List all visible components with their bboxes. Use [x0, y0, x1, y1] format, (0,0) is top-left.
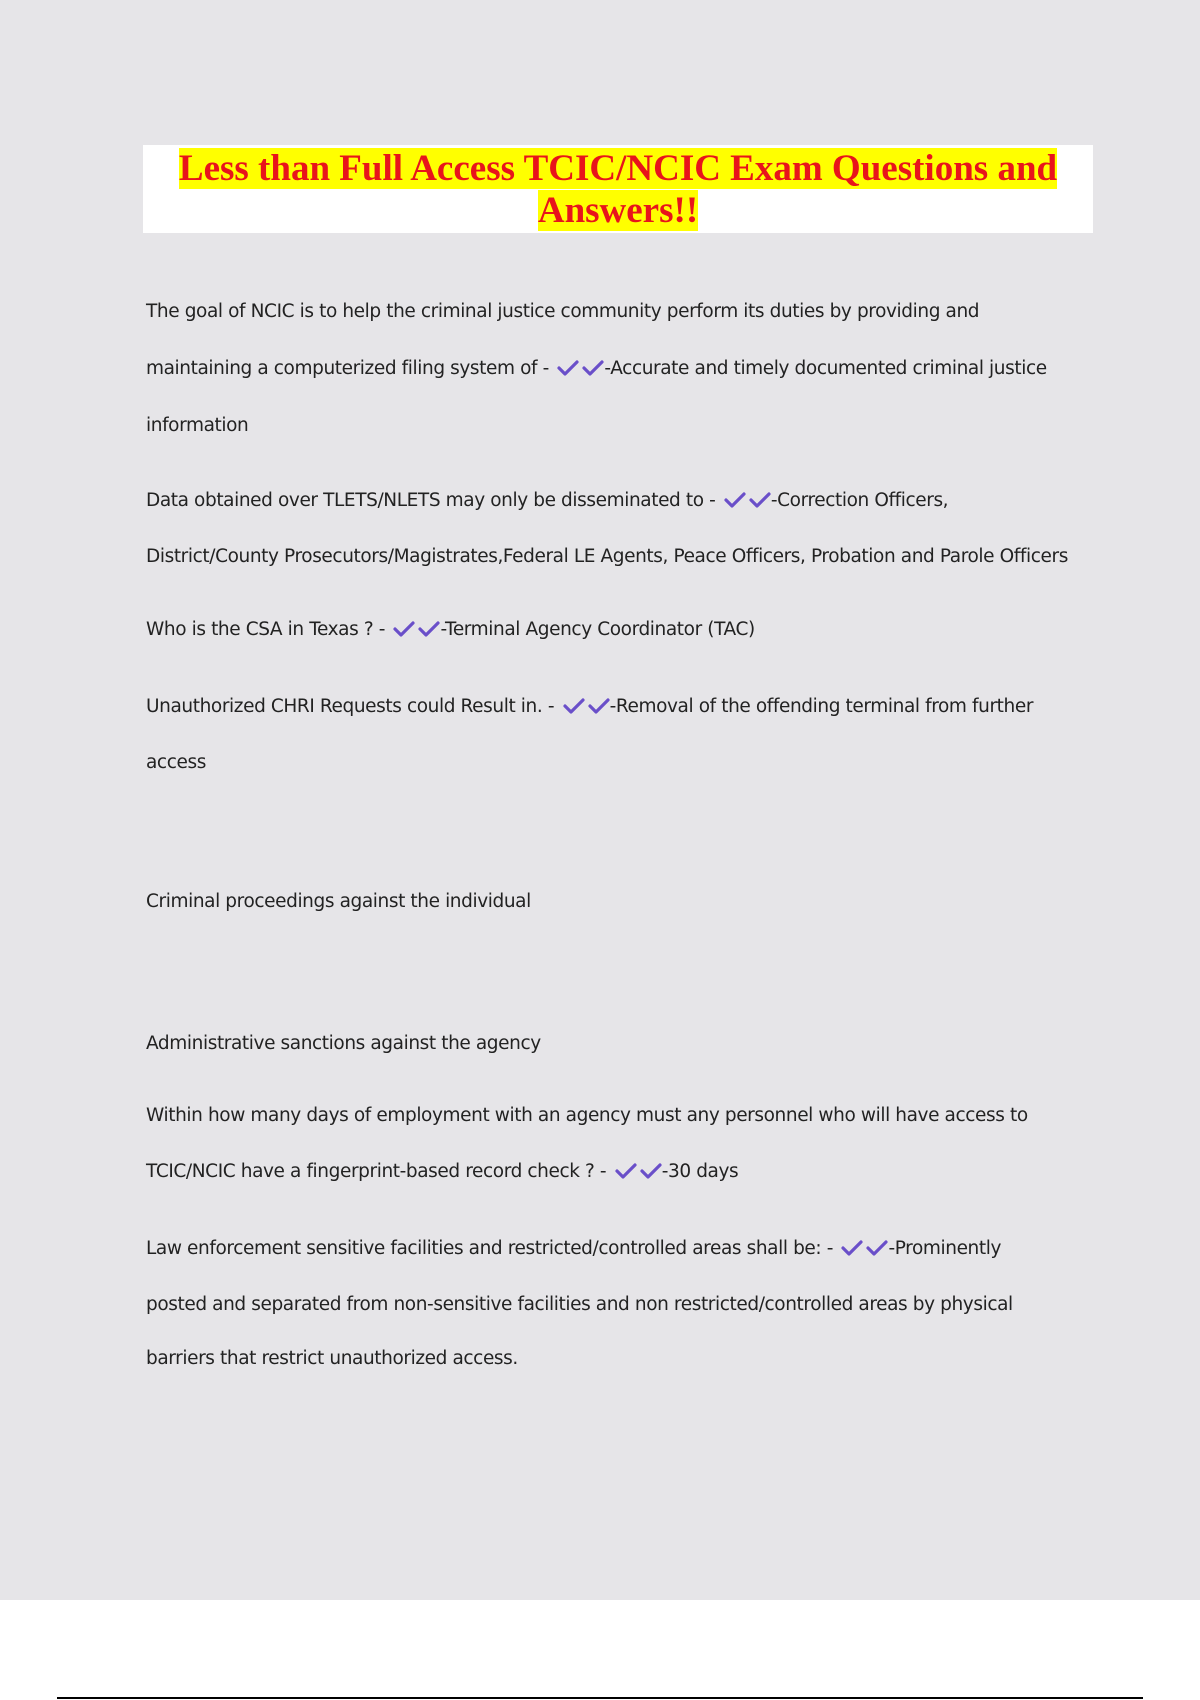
qa-item [146, 891, 1106, 912]
qa-item [146, 752, 1106, 773]
check-icon [393, 621, 415, 637]
check-icon [866, 1240, 888, 1256]
qa-answer: access [146, 752, 206, 773]
qa-question: Within how many days of employment with an agency must any personnel who will have access to [146, 1105, 1028, 1126]
qa-item [146, 1033, 1106, 1054]
check-icon [841, 1240, 863, 1256]
qa-item [146, 546, 1106, 567]
qa-question: Unauthorized CHRI Requests could Result in. - [146, 696, 560, 717]
qa-item [146, 358, 1106, 379]
title-line-1: Less than Full Access TCIC/NCIC Exam Questions and [178, 148, 1058, 189]
document-title [143, 145, 1093, 232]
qa-answer: -Accurate and timely documented criminal justice [604, 358, 1047, 379]
qa-answer: -Correction Officers, [770, 490, 949, 511]
qa-question: TCIC/NCIC have a fingerprint-based record check ? - [146, 1161, 612, 1182]
qa-answer: Criminal proceedings against the individual [146, 891, 531, 912]
qa-answer: -30 days [661, 1161, 739, 1182]
check-icon [615, 1163, 637, 1179]
check-icon [588, 698, 610, 714]
qa-answer: Administrative sanctions against the agency [146, 1033, 541, 1054]
qa-question: Law enforcement sensitive facilities and restricted/controlled areas shall be: - [146, 1238, 839, 1259]
qa-question: Data obtained over TLETS/NLETS may only be disseminated to - [146, 490, 721, 511]
check-icon [640, 1163, 662, 1179]
check-icon [749, 492, 771, 508]
qa-answer: barriers that restrict unauthorized access. [146, 1348, 518, 1369]
check-icon [563, 698, 585, 714]
qa-answer: -Removal of the offending terminal from further [609, 696, 1034, 717]
qa-item [146, 301, 1106, 322]
qa-answer: -Terminal Agency Coordinator (TAC) [440, 619, 755, 640]
qa-item [146, 696, 1106, 717]
qa-item [146, 1105, 1106, 1126]
qa-answer: information [146, 415, 249, 436]
title-line-2: Answers!! [537, 190, 699, 231]
check-icon [418, 621, 440, 637]
footer-rule [57, 1697, 1143, 1699]
qa-item [146, 1294, 1106, 1315]
qa-answer: posted and separated from non-sensitive facilities and non restricted/controlled areas by physical [146, 1294, 1013, 1315]
qa-item [146, 490, 1106, 511]
qa-text-line: The goal of NCIC is to help the criminal justice community perform its duties by providing and [146, 301, 980, 322]
qa-answer: District/County Prosecutors/Magistrates,Federal LE Agents, Peace Officers, Probation and Parole Officers [146, 546, 1068, 567]
qa-text-line: maintaining a computerized filing system of - [146, 358, 555, 379]
qa-item [146, 1348, 1106, 1369]
check-icon [582, 360, 604, 376]
qa-answer: -Prominently [888, 1238, 1002, 1259]
title-box [143, 145, 1093, 233]
qa-item [146, 415, 1106, 436]
check-icon [724, 492, 746, 508]
qa-item [146, 619, 1106, 640]
check-icon [557, 360, 579, 376]
qa-item [146, 1238, 1106, 1259]
qa-item [146, 1161, 1106, 1182]
qa-question: Who is the CSA in Texas ? - [146, 619, 391, 640]
